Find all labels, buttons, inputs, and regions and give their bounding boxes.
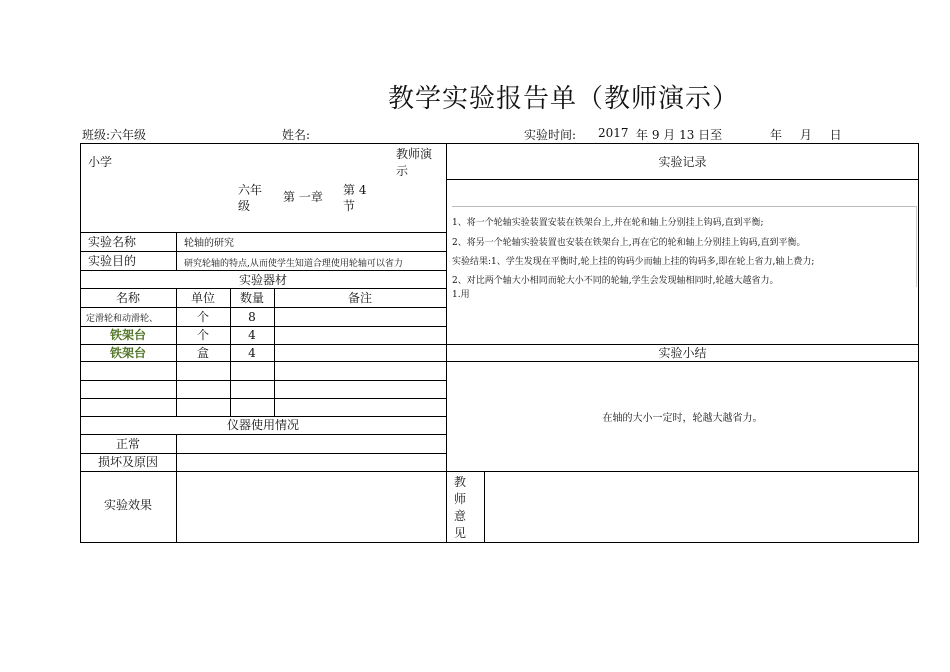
time-year: 2017	[598, 126, 629, 140]
divider	[80, 416, 446, 417]
materials-title: 实验器材	[238, 273, 287, 287]
divider	[80, 434, 446, 435]
experiment-name-label: 实验名称	[88, 235, 137, 249]
divider	[80, 453, 446, 454]
time-label: 实验时间:	[524, 128, 577, 142]
name-label: 姓名:	[282, 128, 311, 142]
section-label: 第 4 节	[343, 183, 367, 213]
teacher-opinion-label: 教师意见	[454, 475, 467, 540]
divider	[484, 471, 485, 543]
materials-header-qty: 数量	[239, 291, 264, 305]
effect-label: 实验效果	[103, 498, 152, 512]
time-to: 年 月 日	[770, 128, 842, 142]
experiment-purpose-value: 研究轮轴的特点,从而使学生知道合理使用轮轴可以省力	[184, 259, 403, 269]
instrument-damage-label: 损坏及原因	[97, 455, 158, 469]
material-unit: 盒	[196, 346, 209, 360]
divider	[80, 398, 446, 399]
summary-text: 在轴的大小一定时，轮越大越省力。	[602, 413, 763, 424]
material-qty: 8	[248, 310, 256, 324]
material-unit: 个	[196, 328, 209, 342]
record-title: 实验记录	[658, 155, 707, 169]
divider	[446, 143, 447, 543]
materials-header-name: 名称	[115, 291, 140, 305]
material-name: 铁架台	[109, 328, 146, 342]
instrument-title: 仪器使用情况	[226, 418, 299, 432]
divider	[274, 288, 275, 416]
class-label: 班级:六年级	[82, 128, 147, 142]
material-qty: 4	[248, 346, 256, 360]
record-content	[452, 206, 917, 287]
divider	[80, 232, 446, 233]
divider	[446, 179, 919, 180]
page-title: 教学实验报告单（教师演示）	[388, 84, 740, 114]
divider	[80, 361, 919, 362]
divider	[80, 307, 446, 308]
report-table	[80, 143, 919, 543]
experiment-name-value: 轮轴的研究	[184, 238, 234, 249]
teacher-demo-label: 教师演示	[396, 147, 433, 178]
divider	[80, 471, 919, 472]
experiment-purpose-label: 实验目的	[88, 254, 137, 268]
material-qty: 4	[248, 328, 256, 342]
instrument-normal-label: 正常	[115, 437, 140, 451]
summary-title: 实验小结	[658, 346, 707, 360]
time-from: 年 9 月 13 日至	[636, 128, 723, 142]
materials-header-unit: 单位	[190, 291, 215, 305]
divider	[80, 344, 919, 345]
divider	[176, 434, 177, 543]
material-name: 定滑轮和动滑轮、	[86, 314, 159, 324]
record-line: 2、对比两个轴大小相同而轮大小不同的轮轴,学生会发现轴相同时,轮越大越省力。	[452, 276, 779, 286]
school-label: 小学	[88, 155, 113, 169]
material-name: 铁架台	[109, 346, 146, 360]
record-line: 1、将一个轮轴实验装置安装在铁架台上,并在轮和轴上分别挂上钩码,直到平衡;	[452, 218, 764, 228]
materials-header-note: 备注	[347, 291, 372, 305]
chapter-label: 第 一章	[283, 190, 323, 204]
record-line: 2、将另一个轮轴实验装置也安装在铁架台上,再在它的轮和轴上分别挂上钩码,直到平衡。	[452, 238, 806, 248]
record-line: 1.用	[452, 290, 470, 300]
divider	[80, 288, 446, 289]
material-unit: 个	[196, 310, 209, 324]
divider	[80, 251, 446, 252]
divider	[80, 326, 446, 327]
grade-label: 六年级	[238, 183, 263, 213]
record-line: 实验结果:1、学生发现在平衡时,轮上挂的钩码少而轴上挂的钩码多,即在轮上省力,轴上费力;	[452, 257, 815, 267]
divider	[80, 380, 446, 381]
divider	[176, 232, 177, 270]
